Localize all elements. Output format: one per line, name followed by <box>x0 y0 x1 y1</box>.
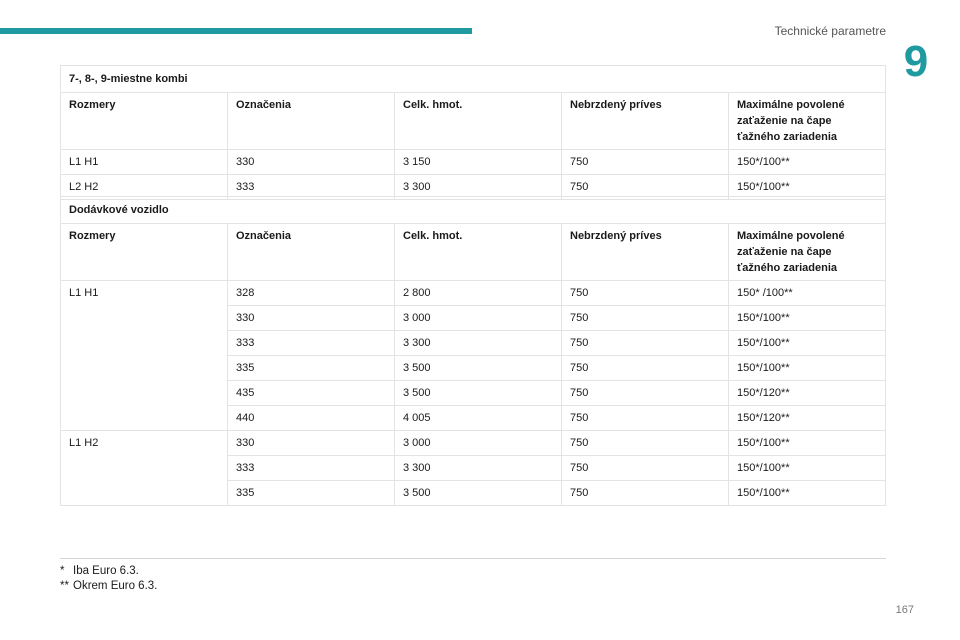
table-van <box>60 196 886 506</box>
table-cell: 3 500 <box>395 481 562 506</box>
table-cell: 440 <box>228 406 395 431</box>
table-cell: 750 <box>562 150 729 175</box>
column-header: Celk. hmot. <box>395 224 562 281</box>
table-cell: 335 <box>228 356 395 381</box>
footnote-mark: ** <box>60 580 69 592</box>
footnote-mark: * <box>60 565 65 577</box>
table-cell: 3 150 <box>395 150 562 175</box>
table-cell: 435 <box>228 381 395 406</box>
table-cell: 333 <box>228 456 395 481</box>
table-title: 7-, 8-, 9-miestne kombi <box>61 66 886 93</box>
column-header: Nebrzdený príves <box>562 93 729 150</box>
table-cell: 3 000 <box>395 431 562 456</box>
table-cell: 328 <box>228 281 395 306</box>
table-cell: 3 500 <box>395 356 562 381</box>
table-cell: 4 005 <box>395 406 562 431</box>
table-cell: 333 <box>228 175 395 200</box>
table-cell: 3 300 <box>395 456 562 481</box>
table-header-row <box>61 93 886 150</box>
table-cell: 3 300 <box>395 175 562 200</box>
table-cell: 150*/100** <box>729 306 886 331</box>
chapter-number: 9 <box>903 37 929 86</box>
table-cell: L2 H2 <box>61 175 228 200</box>
column-header: Celk. hmot. <box>395 93 562 150</box>
table-cell: 150*/100** <box>729 331 886 356</box>
table-cell: 330 <box>228 150 395 175</box>
table-cell: 750 <box>562 281 729 306</box>
table-cell: 3 000 <box>395 306 562 331</box>
column-header: Označenia <box>228 93 395 150</box>
table-cell: 2 800 <box>395 281 562 306</box>
column-header: Maximálne povolené zaťaženie na čape ťažného zariadenia <box>729 93 886 150</box>
table-cell: 750 <box>562 356 729 381</box>
table-cell: 330 <box>228 306 395 331</box>
table-cell: 750 <box>562 306 729 331</box>
column-header: Rozmery <box>61 93 228 150</box>
header-accent-bar <box>0 28 472 34</box>
table-cell: L1 H2 <box>61 431 228 506</box>
table-row <box>61 150 886 175</box>
table-cell: L1 H1 <box>61 150 228 175</box>
table-cell: 750 <box>562 406 729 431</box>
header-title: Technické parametre <box>774 24 886 38</box>
table-cell: L1 H1 <box>61 281 228 431</box>
table-cell: 750 <box>562 331 729 356</box>
page-number: 167 <box>895 604 914 616</box>
column-header: Označenia <box>228 224 395 281</box>
table-cell: 3 300 <box>395 331 562 356</box>
table-cell: 150*/100** <box>729 456 886 481</box>
footnote <box>60 579 157 594</box>
table-cell: 150*/120** <box>729 406 886 431</box>
table-cell: 150*/100** <box>729 356 886 381</box>
table-header-row <box>61 224 886 281</box>
table-cell: 150*/100** <box>729 431 886 456</box>
table-cell: 150*/100** <box>729 175 886 200</box>
column-header: Nebrzdený príves <box>562 224 729 281</box>
footnotes <box>60 564 157 594</box>
table-cell: 150*/100** <box>729 150 886 175</box>
table-cell: 3 500 <box>395 381 562 406</box>
table-cell: 750 <box>562 456 729 481</box>
table-cell: 333 <box>228 331 395 356</box>
table-cell: 150*/120** <box>729 381 886 406</box>
footnote-divider <box>60 558 886 559</box>
table-cell: 750 <box>562 481 729 506</box>
table-cell: 150*/100** <box>729 481 886 506</box>
table-kombi <box>60 65 886 200</box>
column-header: Rozmery <box>61 224 228 281</box>
footnote <box>60 564 157 579</box>
table-cell: 750 <box>562 175 729 200</box>
table-cell: 750 <box>562 431 729 456</box>
footnote-text: Okrem Euro 6.3. <box>73 580 158 592</box>
table-row <box>61 431 886 456</box>
table-row <box>61 281 886 306</box>
table-cell: 330 <box>228 431 395 456</box>
column-header: Maximálne povolené zaťaženie na čape ťažného zariadenia <box>729 224 886 281</box>
table-title: Dodávkové vozidlo <box>61 197 886 224</box>
table-cell: 335 <box>228 481 395 506</box>
table-cell: 150* /100** <box>729 281 886 306</box>
table-cell: 750 <box>562 381 729 406</box>
footnote-text: Iba Euro 6.3. <box>73 565 139 577</box>
